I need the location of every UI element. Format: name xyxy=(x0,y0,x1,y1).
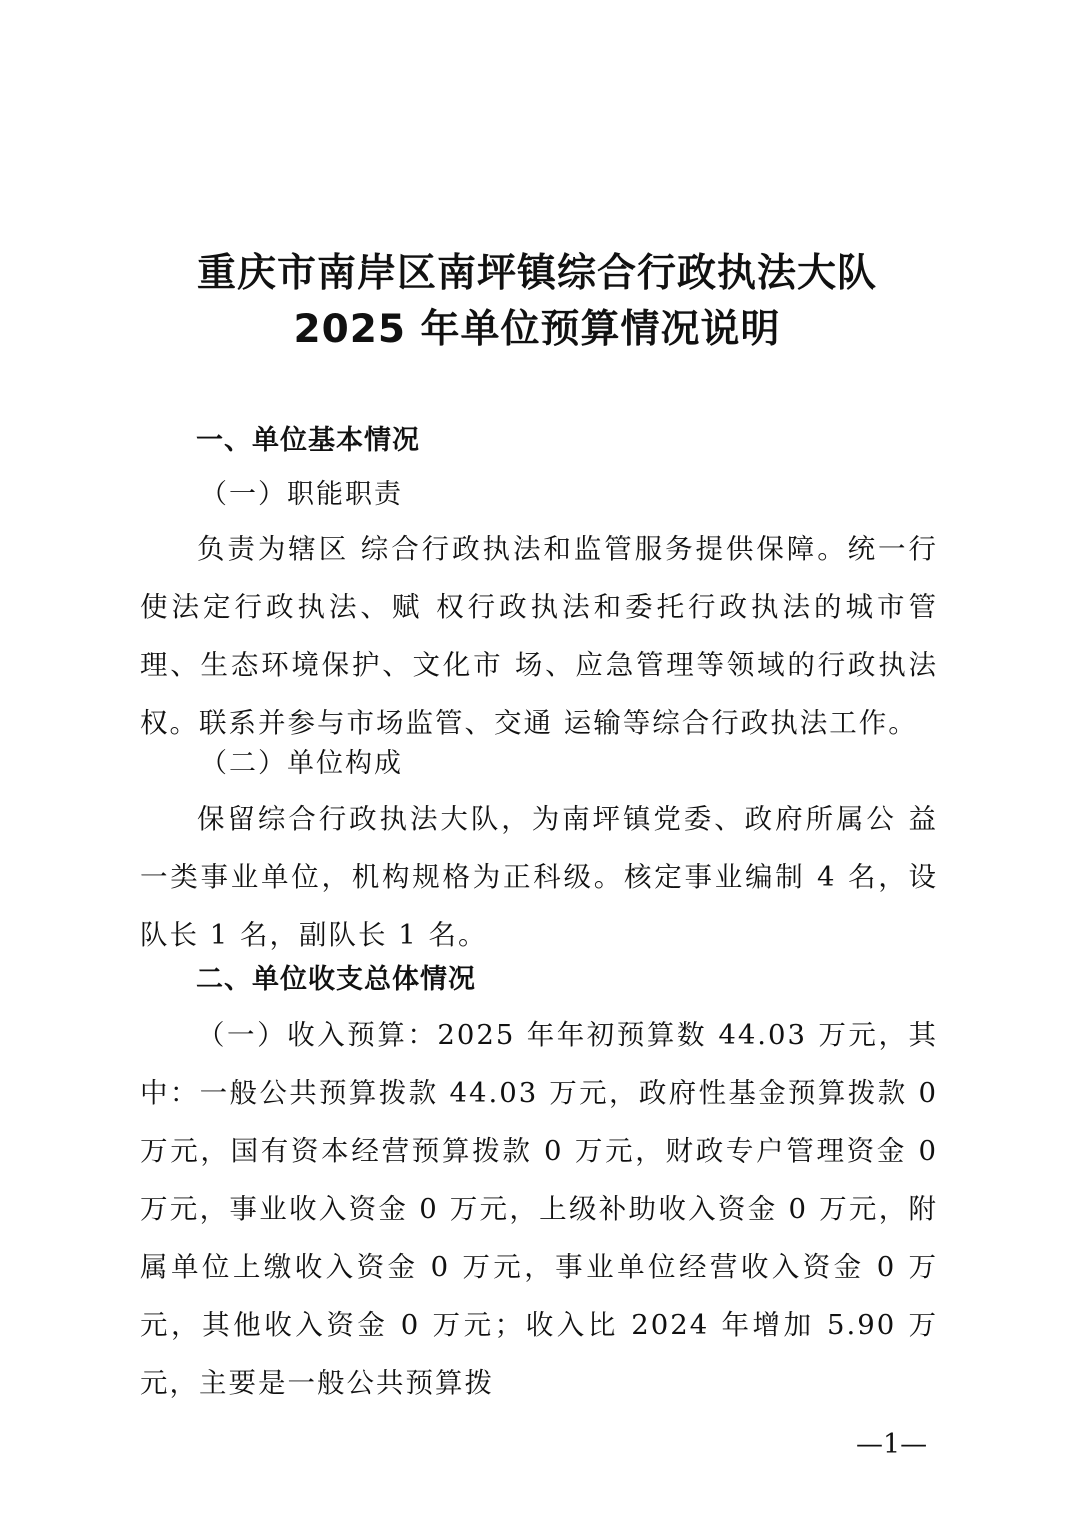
paragraph-composition: 保留综合行政执法大队，为南坪镇党委、政府所属公 益一类事业单位，机构规格为正科级。核定事业编制 4 名，设队长 1 名，副队长 1 名。 xyxy=(140,803,938,951)
document-title-line-2: 2025 年单位预算情况说明 xyxy=(293,307,781,352)
paragraph-duties: 负责为辖区 综合行政执法和监管服务提供保障。统一行使法定行政执法、赋 权行政执法和委托行政执法的城市管理、生态环境保护、文化市 场、应急管理等领域的行政执法权。联系并参与市场监管、交通 运输等综合行政执法工作。 xyxy=(140,533,938,739)
section-heading-basic-info: 一、单位基本情况 xyxy=(196,425,420,456)
section-heading-revenue-expenditure: 二、单位收支总体情况 xyxy=(196,964,476,995)
subsection-heading-composition: （二）单位构成 xyxy=(200,748,403,779)
page-number: —1— xyxy=(856,1429,928,1460)
paragraph-revenue-budget: （一）收入预算：2025 年年初预算数 44.03 万元，其中：一般公共预算拨款 44.03 万元，政府性基金预算拨款 0 万元，国有资本经营预算拨款 0 万元，财政专户管理资金 0 万元，事业收入资金 0 万元，上级补助收入资金 0 万元，附属单位上缴收入资金 0 万元，事业单位经营收入资金 0 万元，其他收入资金 0 万元；收入比 2024 年增加 5.90 万元，主要是一般公共预算拨 xyxy=(140,1019,938,1399)
document-title-line-1: 重庆市南岸区南坪镇综合行政执法大队 xyxy=(196,251,877,296)
subsection-heading-duties: （一）职能职责 xyxy=(200,479,403,510)
